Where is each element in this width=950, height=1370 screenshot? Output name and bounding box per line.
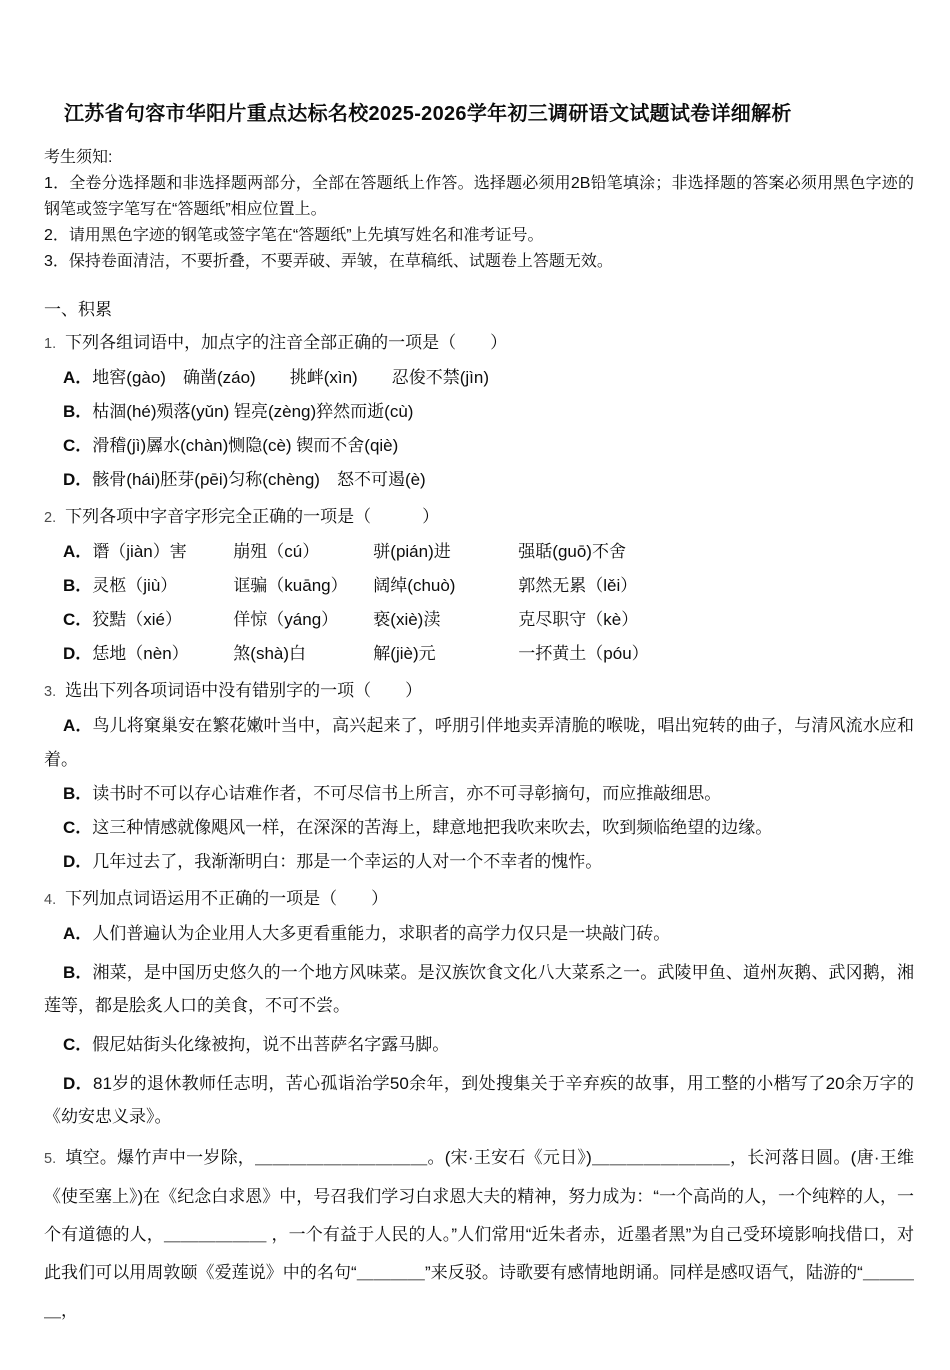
notice-item-1: 1．全卷分选择题和非选择题两部分，全部在答题纸上作答。选择题必须用2B铅笔填涂；非选择题的答案必须用黑色字迹的钢笔或签字笔写在“答题纸”相应位置上。 (44, 175, 914, 218)
question-stem: 下列各组词语中，加点字的注音全部正确的一项是（ ） (65, 333, 508, 352)
question-stem: 选出下列各项词语中没有错别字的一项（ ） (65, 681, 423, 700)
option-text: 鸟儿将窠巢安在繁花嫩叶当中，高兴起来了，呼朋引伴地卖弄清脆的喉咙，唱出宛转的曲子，与清风流水应和着。 (44, 716, 914, 769)
option-label: C． (63, 1035, 93, 1054)
option-term: 一抔黄土（póu） (518, 644, 649, 663)
question-number: 4. (44, 892, 57, 908)
option-row (44, 917, 914, 950)
option-label: A． (63, 368, 93, 387)
option-text: 假尼姑街头化缘被拘，说不出菩萨名字露马脚。 (92, 1035, 450, 1054)
option-row (44, 395, 914, 429)
option-row (44, 535, 914, 569)
question-stem-row (44, 882, 914, 917)
section-heading: 一、积累 (44, 300, 112, 319)
option-term: 灵柩（jiù） (92, 576, 178, 595)
notice-item-3: 3．保持卷面清洁，不要折叠，不要弄破、弄皱，在草稿纸、试题卷上答题无效。 (44, 253, 613, 270)
option-row (44, 603, 914, 637)
option-text: 湘菜，是中国历史悠久的一个地方风味菜。是汉族饮食文化八大菜系之一。武陵甲鱼、道州灰鹅、武冈鹅，湘莲等，都是脍炙人口的美食，不可不尝。 (44, 963, 914, 1015)
option-text: 地窖(gào) 确凿(záo) 挑衅(xìn) 忍俊不禁(jìn) (92, 368, 489, 387)
option-row (44, 463, 914, 497)
option-label: C． (63, 436, 93, 455)
question-stem-row (44, 674, 914, 709)
option-row (44, 1028, 914, 1061)
option-term: 骈(pián)进 (373, 542, 451, 561)
page-title: 江苏省句容市华阳片重点达标名校2025-2026学年初三调研语文试题试卷详细解析 (64, 103, 792, 125)
option-term: 煞(shà)白 (233, 644, 307, 663)
option-text: 骸骨(hái)胚芽(pēi)匀称(chèng) 怒不可遏(è) (92, 470, 426, 489)
option-term: 亵(xiè)渎 (373, 610, 441, 629)
option-row (44, 1067, 914, 1133)
option-row (44, 637, 914, 671)
question-4 (44, 882, 914, 1133)
option-text: 读书时不可以存心诘难作者，不可尽信书上所言，亦不可寻彰摘句，而应推敲细思。 (92, 784, 722, 803)
question-stem-row (44, 326, 914, 361)
option-label: D． (63, 852, 93, 871)
option-label: D． (63, 1074, 93, 1093)
option-text: 这三种情感就像飓风一样，在深深的苦海上，肆意地把我吹来吹去，吹到频临绝望的边缘。 (92, 818, 773, 837)
option-term: 恁地（nèn） (92, 644, 189, 663)
option-text: 几年过去了，我渐渐明白：那是一个幸运的人对一个不幸者的愧怍。 (92, 852, 603, 871)
question-number: 1. (44, 336, 57, 352)
option-label: A． (63, 542, 93, 561)
question-5 (44, 1139, 914, 1330)
question-1 (44, 326, 914, 497)
option-label: C． (63, 818, 93, 837)
question-stem-row (44, 500, 914, 535)
question-text: 填空。爆竹声中一岁除，＿＿＿＿＿＿＿＿＿＿。(宋·王安石《元日》)＿＿＿＿＿＿＿＿，长河落日圆。(唐·王维《使至塞上》)在《纪念白求恩》中，号召我们学习白求恩大夫的精神，努力成为：“一个高尚的人，一个纯粹的人，一个有道德的人，＿＿＿＿＿＿ ，一个有益于人民的人。”人们常用“近朱者赤，近墨者黑”为自己受环境影响找借口，对此我们可以用周敦颐《爱莲说》中的名句“＿＿＿＿”来反驳。诗歌要有感情地朗诵。同样是感叹语气，陆游的“＿＿＿＿， (44, 1148, 914, 1320)
option-row (44, 569, 914, 603)
option-row (44, 709, 914, 777)
option-term: 崩殂（cú） (233, 542, 320, 561)
option-label: A． (63, 924, 93, 943)
notice-item-2: 2．请用黑色字迹的钢笔或签字笔在“答题纸”上先填写姓名和准考证号。 (44, 227, 544, 244)
option-label: B． (63, 576, 93, 595)
option-row (44, 361, 914, 395)
question-3 (44, 674, 914, 879)
option-label: B． (63, 402, 93, 421)
option-term: 强聒(guō)不舍 (518, 542, 626, 561)
option-term: 解(jiè)元 (373, 644, 436, 663)
option-label: B． (63, 963, 93, 982)
option-term: 诓骗（kuāng） (233, 576, 348, 595)
option-label: D． (63, 644, 93, 663)
option-row (44, 811, 914, 845)
question-2 (44, 500, 914, 671)
option-row (44, 777, 914, 811)
option-text: 81岁的退休教师任志明，苦心孤诣治学50余年，到处搜集关于辛弃疾的故事，用工整的小楷写了20余万字的《幼安忠义录》。 (44, 1074, 915, 1126)
option-label: D． (63, 470, 93, 489)
option-term: 谮（jiàn）害 (92, 542, 187, 561)
question-stem: 下列各项中字音字形完全正确的一项是（ ） (65, 507, 440, 526)
option-row (44, 845, 914, 879)
question-number: 2. (44, 510, 57, 526)
question-stem: 下列加点词语运用不正确的一项是（ ） (65, 889, 389, 908)
option-text: 滑稽(jì)羼水(chàn)恻隐(cè) 锲而不舍(qiè) (92, 436, 399, 455)
option-row (44, 956, 914, 1022)
option-term: 佯惊（yáng） (233, 610, 339, 629)
option-row (44, 429, 914, 463)
option-text: 人们普遍认为企业用人大多更看重能力，求职者的高学力仅只是一块敲门砖。 (92, 924, 671, 943)
option-term: 狡黠（xié） (92, 610, 183, 629)
notice-header: 考生须知: (44, 149, 113, 166)
question-number: 3. (44, 684, 57, 700)
option-text: 枯涸(hé)殒落(yǔn) 锃亮(zèng)猝然而逝(cù) (92, 402, 414, 421)
question-number: 5. (44, 1151, 57, 1167)
option-label: A． (63, 716, 93, 735)
option-term: 阔绰(chuò) (373, 576, 456, 595)
option-term: 郭然无累（lěi） (518, 576, 638, 595)
option-label: C． (63, 610, 93, 629)
option-label: B． (63, 784, 93, 803)
option-term: 克尽职守（kè） (518, 610, 639, 629)
